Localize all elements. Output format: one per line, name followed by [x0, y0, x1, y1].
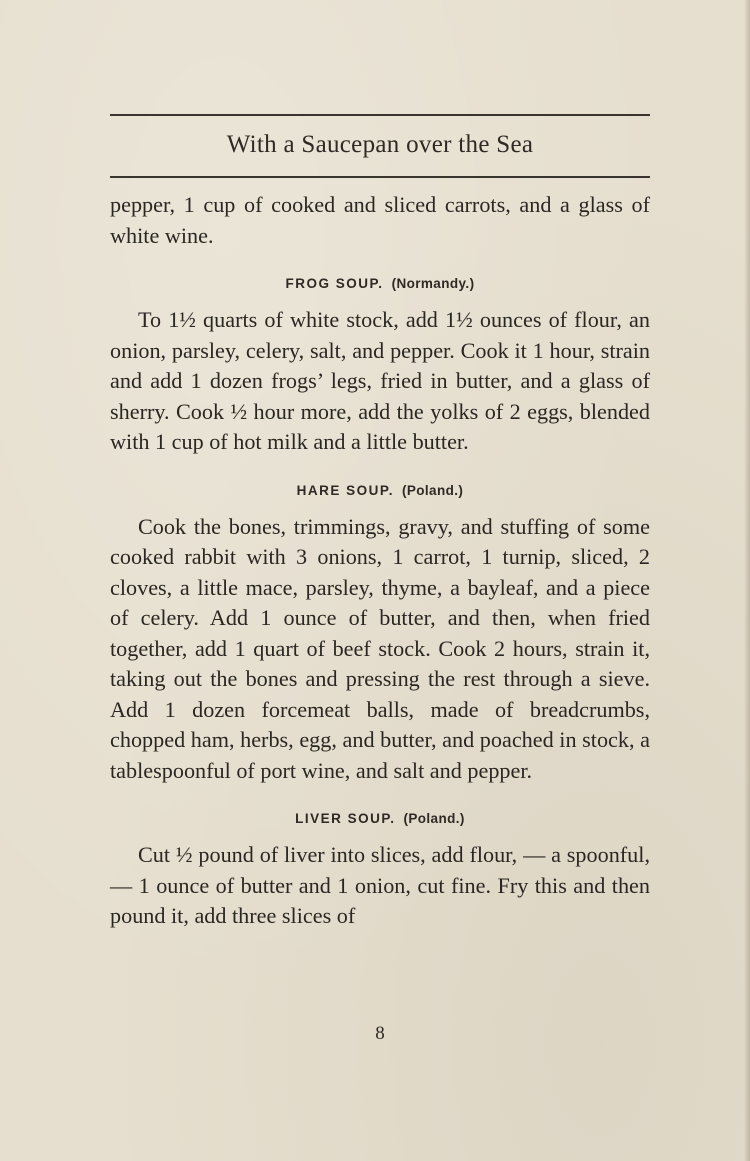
recipe-text-hare-soup: Cook the bones, trimmings, gravy, and stuffing of some cooked rabbit with 3 onions, 1 carrot, 1 turnip, sliced, 2 cloves, a little mace, parsley, thyme, a bayleaf, and a piece of celery. Add 1 ounce of butter, and then, when fried together, add 1 quart of beef stock. Cook 2 hours, strain it, taking out the bones and pressing the rest through a sieve. Add 1 dozen forcemeat balls, made of breadcrumbs, chopped ham, herbs, egg, and butter, and poached in stock, a tablespoonful of port wine, and salt and pepper.	[110, 513, 650, 783]
header-rule-bottom	[110, 176, 650, 178]
recipe-region: (Poland.)	[401, 482, 464, 498]
recipe-heading-frog-soup	[110, 273, 650, 295]
recipe-heading-liver-soup	[110, 808, 650, 830]
recipe-text-liver-soup: Cut ½ pound of liver into slices, add flour, — a spoonful, — 1 ounce of butter and 1 onion, cut fine. Fry this and then pound it, add three slices of	[110, 842, 650, 928]
page-edge-shadow	[744, 0, 750, 1161]
recipe-region: (Normandy.)	[391, 276, 475, 291]
page-body	[110, 190, 650, 932]
recipe-region: (Poland.)	[403, 811, 465, 826]
continuation-paragraph: pepper, 1 cup of cooked and sliced carrots, and a glass of white wine.	[110, 192, 650, 248]
recipe-text-frog-soup: To 1½ quarts of white stock, add 1½ ounces of flour, an onion, parsley, celery, salt, and pepper. Cook it 1 hour, strain and add 1 dozen frogs’ legs, fried in butter, and a glass of sherry. Cook ½ hour more, add the yolks of 2 eggs, blended with 1 cup of hot milk and a little butter.	[110, 307, 650, 454]
recipe-title: LIVER SOUP.	[295, 811, 396, 826]
header-rule-top	[110, 114, 650, 116]
recipe-title: FROG SOUP.	[285, 276, 384, 291]
running-head: With a Saucepan over the Sea	[226, 131, 534, 158]
page-number: 8	[375, 1023, 385, 1044]
recipe-heading-hare-soup	[110, 480, 650, 502]
recipe-title: HARE SOUP.	[296, 482, 394, 498]
